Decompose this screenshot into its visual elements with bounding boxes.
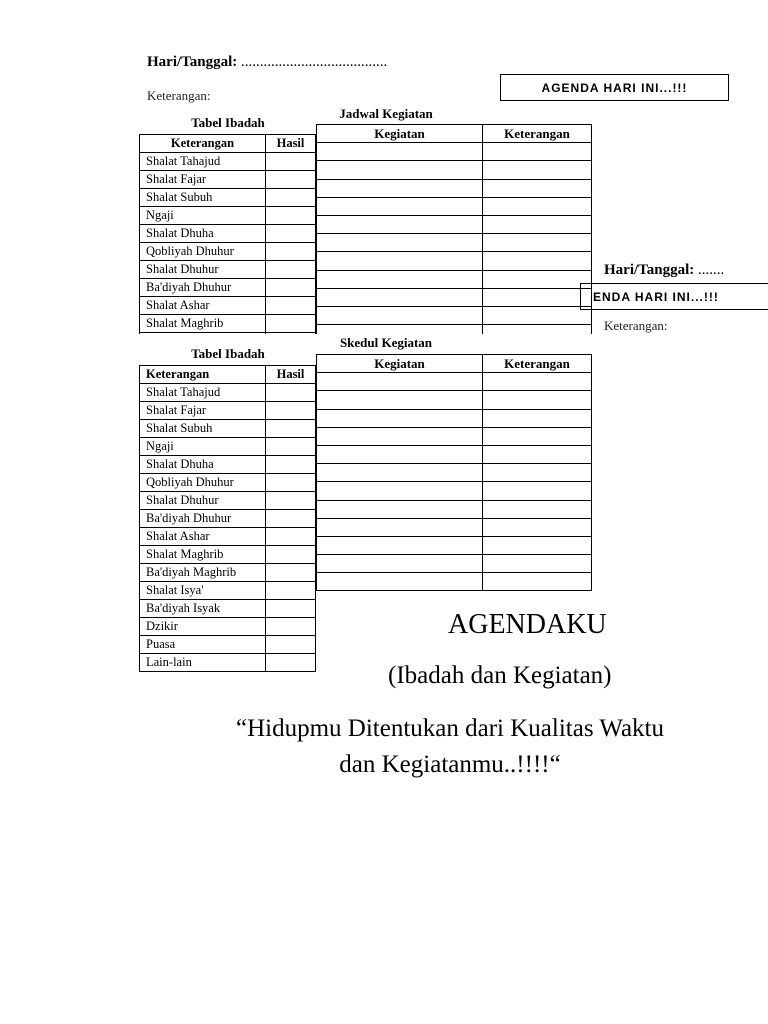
kegiatan-cell[interactable] [317,234,483,252]
hasil-cell[interactable] [266,546,316,564]
ibadah-name-cell: Qobliyah Dhuhur [140,474,266,492]
hasil-cell[interactable] [266,420,316,438]
header-hasil: Hasil [266,135,316,153]
table-row [317,555,592,573]
table-row [140,384,316,402]
table-row [140,546,316,564]
table-row [140,474,316,492]
keterangan-cell[interactable] [483,482,592,500]
page1-jadwal-kegiatan-table [316,124,592,343]
keterangan-cell[interactable] [483,306,592,324]
hasil-cell[interactable] [266,456,316,474]
ibadah-name-cell: Ngaji [140,438,266,456]
table-row [317,288,592,306]
ibadah-name-cell: Shalat Dhuha [140,225,266,243]
table-row [140,582,316,600]
table-row [140,600,316,618]
kegiatan-cell[interactable] [317,252,483,270]
table-row [140,492,316,510]
table-row [140,636,316,654]
table-row [140,279,316,297]
table-row [140,243,316,261]
table-row [317,427,592,445]
hasil-cell[interactable] [266,618,316,636]
kegiatan-cell[interactable] [317,409,483,427]
table-row [140,171,316,189]
kegiatan-cell[interactable] [317,373,483,391]
keterangan-cell[interactable] [483,161,592,179]
table-row [317,536,592,554]
ibadah-name-cell: Ba'diyah Isyak [140,600,266,618]
hasil-cell[interactable] [266,189,316,207]
ibadah-name-cell: Shalat Ashar [140,297,266,315]
table-row [140,297,316,315]
hasil-cell[interactable] [266,582,316,600]
hasil-cell[interactable] [266,564,316,582]
keterangan-cell[interactable] [483,391,592,409]
hasil-cell[interactable] [266,438,316,456]
ibadah-name-cell: Ba'diyah Dhuhur [140,279,266,297]
page2-tabel-ibadah [139,365,316,672]
table-row [317,373,592,391]
table-row [317,234,592,252]
table-row [140,153,316,171]
table-row [140,618,316,636]
ibadah-name-cell: Ba'diyah Dhuhur [140,510,266,528]
table-row [317,197,592,215]
hasil-cell[interactable] [266,402,316,420]
kegiatan-cell[interactable] [317,306,483,324]
hasil-cell[interactable] [266,261,316,279]
keterangan-cell[interactable] [483,409,592,427]
header-keterangan: Keterangan [140,135,266,153]
table-row [140,528,316,546]
table-row [317,464,592,482]
kegiatan-cell[interactable] [317,573,483,591]
table-row [140,564,316,582]
hasil-cell[interactable] [266,243,316,261]
hasil-cell[interactable] [266,297,316,315]
ibadah-name-cell: Qobliyah Dhuhur [140,243,266,261]
ibadah-name-cell: Shalat Dhuhur [140,492,266,510]
ibadah-name-cell: Shalat Isya' [140,582,266,600]
kegiatan-cell[interactable] [317,161,483,179]
table-row [140,510,316,528]
table-row [140,225,316,243]
cover-subtitle: (Ibadah dan Kegiatan) [388,662,612,689]
hasil-cell[interactable] [266,225,316,243]
page1-hari-tanggal [147,54,387,71]
page1-tabel-ibadah-title: Tabel Ibadah [191,115,265,130]
kegiatan-cell[interactable] [317,288,483,306]
table-row [317,252,592,270]
hasil-cell[interactable] [266,384,316,402]
ibadah-name-cell: Ba'diyah Maghrib [140,564,266,582]
ibadah-name-cell: Shalat Dhuha [140,456,266,474]
kegiatan-cell[interactable] [317,482,483,500]
table-row [140,189,316,207]
kegiatan-cell[interactable] [317,445,483,463]
ibadah-name-cell: Shalat Subuh [140,420,266,438]
keterangan-cell[interactable] [483,373,592,391]
right-keterangan-label: Keterangan: [604,318,668,333]
header-keterangan: Keterangan [140,366,266,384]
header-kegiatan: Kegiatan [317,125,483,143]
ibadah-name-cell: Shalat Tahajud [140,384,266,402]
page2-skedul-title: Skedul Kegiatan [339,335,433,350]
hari-tanggal-dots: ....... [694,262,725,278]
kegiatan-cell[interactable] [317,197,483,215]
ibadah-name-cell: Shalat Maghrib [140,546,266,564]
page1-tabel-ibadah [139,134,316,351]
kegiatan-cell[interactable] [317,143,483,161]
table-row [140,315,316,333]
table-row [317,409,592,427]
table-row [317,161,592,179]
table-row [140,438,316,456]
table-row [317,445,592,463]
hasil-cell[interactable] [266,315,316,333]
table-row [317,573,592,591]
keterangan-cell[interactable] [483,536,592,554]
page2-skedul-kegiatan-table [316,354,592,591]
hasil-cell[interactable] [266,474,316,492]
hasil-cell[interactable] [266,207,316,225]
keterangan-cell[interactable] [483,197,592,215]
keterangan-cell[interactable] [483,427,592,445]
table-row [140,654,316,672]
table-row [317,391,592,409]
ibadah-name-cell: Dzikir [140,618,266,636]
table-row [140,207,316,225]
quote-line-1: “Hidupmu Ditentukan dari Kualitas Waktu [236,715,664,742]
keterangan-cell[interactable] [483,573,592,591]
right-hari-tanggal [604,262,724,279]
keterangan-cell[interactable] [483,234,592,252]
page2-tabel-ibadah-title: Tabel Ibadah [191,346,265,361]
kegiatan-cell[interactable] [317,270,483,288]
table-row [317,518,592,536]
right-agenda-box: ENDA HARI INI...!!! [580,283,768,310]
hari-tanggal-label: Hari/Tanggal: [604,262,695,278]
keterangan-cell[interactable] [483,464,592,482]
table-row [140,402,316,420]
table-row [140,420,316,438]
table-row [317,143,592,161]
keterangan-cell[interactable] [483,445,592,463]
kegiatan-cell[interactable] [317,215,483,233]
cover-quote [140,711,760,783]
table-row [317,270,592,288]
table-row [317,215,592,233]
keterangan-cell[interactable] [483,179,592,197]
keterangan-cell[interactable] [483,252,592,270]
table-row [317,306,592,324]
table-row [140,261,316,279]
hasil-cell[interactable] [266,528,316,546]
keterangan-cell[interactable] [483,288,592,306]
ibadah-name-cell: Shalat Dhuhur [140,261,266,279]
page1-keterangan-label: Keterangan: [147,88,211,103]
keterangan-cell[interactable] [483,555,592,573]
kegiatan-cell[interactable] [317,536,483,554]
kegiatan-cell[interactable] [317,391,483,409]
hari-tanggal-dots: ....................................... [237,54,388,70]
kegiatan-cell[interactable] [317,464,483,482]
page1-agenda-box: AGENDA HARI INI...!!! [500,74,729,101]
hari-tanggal-label: Hari/Tanggal: [147,54,238,70]
ibadah-name-cell: Shalat Ashar [140,528,266,546]
header-kegiatan: Kegiatan [317,355,483,373]
keterangan-cell[interactable] [483,500,592,518]
hasil-cell[interactable] [266,171,316,189]
table-row [317,500,592,518]
hasil-cell[interactable] [266,492,316,510]
ibadah-name-cell: Shalat Subuh [140,189,266,207]
page1-jadwal-title: Jadwal Kegiatan [339,106,433,121]
ibadah-name-cell: Puasa [140,636,266,654]
ibadah-name-cell: Shalat Fajar [140,402,266,420]
table-row [140,456,316,474]
ibadah-name-cell: Lain-lain [140,654,266,672]
keterangan-cell[interactable] [483,270,592,288]
table-row [317,482,592,500]
quote-line-2: dan Kegiatanmu..!!!!“ [339,751,561,778]
header-keterangan: Keterangan [483,355,592,373]
kegiatan-cell[interactable] [317,427,483,445]
cover-title: AGENDAKU [448,609,607,640]
kegiatan-cell[interactable] [317,500,483,518]
ibadah-name-cell: Shalat Tahajud [140,153,266,171]
hasil-cell[interactable] [266,279,316,297]
hasil-cell[interactable] [266,600,316,618]
keterangan-cell[interactable] [483,215,592,233]
header-hasil: Hasil [266,366,316,384]
table-row [317,179,592,197]
ibadah-name-cell: Shalat Maghrib [140,315,266,333]
kegiatan-cell[interactable] [317,179,483,197]
kegiatan-cell[interactable] [317,518,483,536]
hasil-cell[interactable] [266,636,316,654]
kegiatan-cell[interactable] [317,555,483,573]
keterangan-cell[interactable] [483,518,592,536]
hasil-cell[interactable] [266,153,316,171]
hasil-cell[interactable] [266,654,316,672]
ibadah-name-cell: Shalat Fajar [140,171,266,189]
hasil-cell[interactable] [266,510,316,528]
header-keterangan: Keterangan [483,125,592,143]
keterangan-cell[interactable] [483,143,592,161]
ibadah-name-cell: Ngaji [140,207,266,225]
